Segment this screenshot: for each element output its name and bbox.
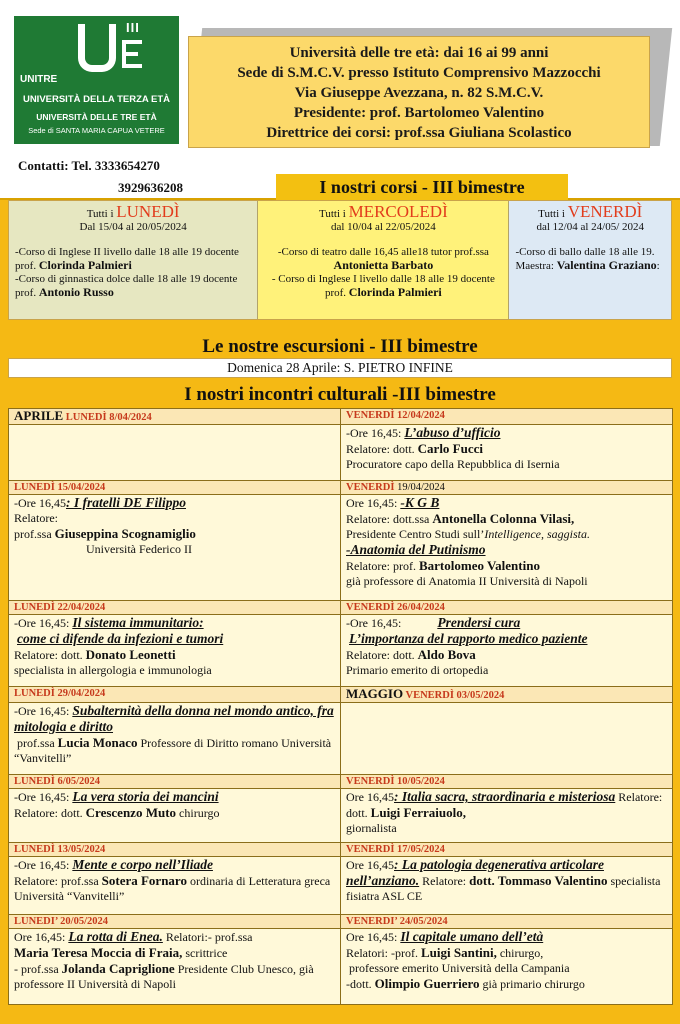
- event-speaker: Bartolomeo Valentino: [418, 558, 540, 573]
- event-speaker-role: Relatori:-: [162, 930, 215, 944]
- event-time: -Ore 16,45:: [14, 704, 73, 718]
- course-day: LUNEDÌ: [116, 202, 180, 221]
- event-date-head: [9, 843, 341, 857]
- course-item: - Corso di Inglese I livello dalle 18 alle 19 docente prof.: [271, 273, 495, 299]
- event-speaker: Sotera Fornaro: [101, 873, 187, 888]
- event-cell-empty: [9, 425, 341, 481]
- event-speaker-role: Relatore: dott.ssa: [346, 512, 433, 526]
- event-title: : I fratelli DE Filippo: [65, 495, 186, 510]
- event-speaker-desc: specialista in allergologia e immunologia: [14, 663, 212, 677]
- table-row: [9, 495, 673, 601]
- info-line3: Via Giuseppe Avezzana, n. 82 S.M.C.V.: [294, 85, 544, 101]
- event-title: : Italia sacra, straordinaria e misteriosa: [394, 789, 616, 804]
- event-speaker: Aldo Bova: [417, 647, 476, 662]
- event-title: -K G B: [400, 495, 440, 510]
- event-title: come ci difende da infezioni e tumori: [17, 631, 224, 646]
- event-date: VENERDI’ 24/05/2024: [346, 916, 448, 927]
- event-speaker-role: Relatore: dott.: [346, 648, 418, 662]
- event-speaker-desc: Presidente Centro Studi sull’: [346, 527, 485, 541]
- month-label: MAGGIO: [346, 686, 404, 701]
- event-speaker-desc: Intelligence, saggista.: [484, 527, 590, 541]
- course-prefix: Tutti i: [86, 208, 117, 220]
- event-date-head: [341, 775, 673, 789]
- event-speaker-desc: già professore di Anatomia II Università di Napoli: [346, 574, 588, 588]
- event-speaker-role: Relatore: dott.: [14, 648, 86, 662]
- event-title: Mente e corpo nell’Iliade: [72, 857, 213, 872]
- course-day: VENERDÌ: [567, 202, 643, 221]
- event-speaker: Crescenzo Muto: [85, 805, 177, 820]
- event-cell: [341, 929, 673, 1005]
- logo-line2: UNIVERSITÀ DELLE TRE ETÀ: [36, 112, 157, 122]
- course-text: [515, 246, 665, 273]
- table-row: [9, 775, 673, 789]
- event-date: LUNEDÌ 22/04/2024: [14, 602, 106, 613]
- course-col-friday: [509, 201, 671, 319]
- event-speaker-desc: Professore di Diritto romano Università “Vanvitelli”: [14, 736, 332, 765]
- event-speaker-desc: Università Federico II: [86, 542, 192, 556]
- event-speaker-desc: chirurgo: [176, 806, 220, 820]
- course-prefix: Tutti i: [538, 208, 568, 220]
- info-line2: Sede di S.M.C.V. presso Istituto Comprensivo Mazzocchi: [237, 65, 601, 81]
- event-cell: [9, 789, 341, 843]
- event-cell: [9, 703, 341, 775]
- event-date: VENERDÌ 26/04/2024: [346, 602, 445, 613]
- event-time: Ore 16,45:: [14, 930, 69, 944]
- event-cell: [9, 495, 341, 601]
- event-date: LUNEDÌ 6/05/2024: [14, 776, 101, 787]
- event-date-head: [9, 409, 341, 425]
- course-item: -Corso di teatro dalle 16,45 alle18 tutor prof.ssa: [277, 246, 489, 258]
- event-date: LUNEDÌ 8/04/2024: [63, 412, 152, 423]
- event-time: -Ore 16,45: [14, 496, 66, 510]
- event-date-head: [341, 601, 673, 615]
- event-speaker-desc: scrittrice: [182, 946, 228, 960]
- event-time: Ore 16,45:: [346, 496, 401, 510]
- course-text: [264, 246, 502, 300]
- event-cell: [9, 929, 341, 1005]
- event-cell-empty: [341, 703, 673, 775]
- event-time: -Ore 16,45:: [346, 426, 405, 440]
- event-title: -Anatomia del Putinismo: [346, 542, 486, 557]
- logo-line1: UNIVERSITÀ DELLA TERZA ETÀ: [22, 94, 171, 105]
- event-speaker-role: Relatore: prof.: [346, 559, 419, 573]
- event-speaker: Carlo Fucci: [417, 441, 483, 456]
- event-speaker: Luigi Santini,: [420, 945, 497, 960]
- event-date: LUNEDÌ 29/04/2024: [14, 688, 106, 699]
- event-date-head: [341, 915, 673, 929]
- event-title: L’abuso d’ufficio: [404, 425, 501, 440]
- event-speaker-role: Relatore: dott.: [346, 442, 418, 456]
- event-speaker: Luigi Ferraiuolo,: [370, 805, 467, 820]
- event-time: -Ore 16,45:: [346, 616, 402, 630]
- info-box: [188, 36, 650, 148]
- event-date: LUNEDI’ 20/05/2024: [14, 916, 109, 927]
- event-time: -Ore 16,45:: [14, 858, 73, 872]
- info-line5: Direttrice dei corsi: prof.ssa Giuliana Scolastico: [266, 125, 572, 141]
- event-title: La rotta di Enea.: [68, 929, 163, 944]
- event-speaker-desc: Presidente Club Unesco, già professore II Università di Napoli: [14, 962, 314, 991]
- event-date-head: [9, 687, 341, 703]
- event-date: VENERDÌ 10/05/2024: [346, 776, 445, 787]
- logo-name: UNITRE: [20, 74, 58, 85]
- event-date-head: [341, 687, 673, 703]
- event-date-head: [9, 915, 341, 929]
- event-date: VENERDÌ 03/05/2024: [403, 690, 505, 701]
- event-cell: [341, 789, 673, 843]
- table-row: [9, 703, 673, 775]
- course-teacher: Valentina Graziano: [556, 258, 657, 272]
- event-speaker-role: prof.ssa: [17, 736, 58, 750]
- event-time: -Ore 16,45:: [14, 790, 73, 804]
- event-speaker: Olimpio Guerriero: [374, 976, 480, 991]
- table-row: [9, 425, 673, 481]
- table-row: [9, 929, 673, 1005]
- event-title: L’importanza del rapporto medico paziente: [349, 631, 588, 646]
- event-time: Ore 16,45: [346, 858, 394, 872]
- table-row: [9, 409, 673, 425]
- event-time: Ore 16,45: [346, 790, 394, 804]
- event-speaker: Giuseppina Scognamiglio: [54, 526, 196, 541]
- table-row: [9, 789, 673, 843]
- courses-grid: [8, 200, 672, 320]
- logo-roman: III: [126, 20, 140, 35]
- event-date-head: [9, 601, 341, 615]
- event-speaker: Donato Leonetti: [85, 647, 176, 662]
- events-table: [8, 408, 673, 1005]
- event-speaker-desc: specialista fisiatra ASL CE: [346, 874, 661, 903]
- event-cell: [341, 857, 673, 915]
- info-line4: Presidente: prof. Bartolomeo Valentino: [293, 105, 545, 121]
- event-speaker-desc: Procuratore capo della Repubblica di Isernia: [346, 457, 560, 471]
- event-speaker: Maria Teresa Moccia di Fraia,: [14, 945, 183, 960]
- table-row: [9, 915, 673, 929]
- event-date: VENERDÌ 17/05/2024: [346, 844, 445, 855]
- event-speaker-desc: ordinaria di Letteratura greca Università “Vanvitelli”: [14, 874, 331, 903]
- logo-line3: Sede di SANTA MARIA CAPUA VETERE: [28, 126, 165, 135]
- event-date-head: [9, 775, 341, 789]
- event-title: Prendersi cura: [437, 615, 521, 630]
- event-time: -Ore 16,45:: [14, 616, 73, 630]
- month-label: APRILE: [14, 408, 64, 423]
- excursions-title: Le nostre escursioni - III bimestre: [202, 336, 478, 357]
- event-speaker: Jolanda Capriglione: [61, 961, 175, 976]
- event-date-head: [341, 409, 673, 425]
- info-line1: Università delle tre età: dai 16 ai 99 anni: [289, 45, 549, 61]
- course-teacher: Antonio Russo: [38, 285, 114, 299]
- event-speaker-role: Relatore:: [419, 874, 470, 888]
- table-row: [9, 601, 673, 615]
- contacts-label: Contatti: Tel. 3333654270: [18, 158, 160, 173]
- course-prefix: Tutti i: [319, 208, 349, 220]
- event-speaker-desc: chirurgo,: [496, 946, 544, 960]
- event-cell: [341, 425, 673, 481]
- course-item: :: [656, 260, 660, 272]
- course-item: -Corso di Inglese II livello dalle 18 alle 19 docente prof.: [15, 246, 239, 272]
- course-teacher: Antonietta Barbato: [333, 258, 434, 272]
- event-title: Subalternità della donna nel mondo antico, fra mitologia e diritto: [14, 703, 334, 734]
- event-speaker-desc: già primario chirurgo: [479, 977, 585, 991]
- event-title: La vera storia dei mancini: [72, 789, 219, 804]
- event-speaker-role: prof.ssa: [214, 930, 253, 944]
- event-time: Ore 16,45:: [346, 930, 401, 944]
- event-cell: [9, 857, 341, 915]
- event-date: 19/04/2024: [394, 482, 445, 493]
- event-date: VENERDÌ 12/04/2024: [346, 410, 445, 421]
- table-row: [9, 615, 673, 687]
- event-date: LUNEDÌ 13/05/2024: [14, 844, 106, 855]
- event-speaker-role: Relatore:: [14, 511, 58, 525]
- table-row: [9, 687, 673, 703]
- event-speaker-role: Relatori: -prof.: [346, 946, 421, 960]
- event-date-head: [341, 481, 673, 495]
- course-dates: Dal 15/04 al 20/05/2024: [79, 221, 187, 233]
- event-speaker: Lucia Monaco: [57, 735, 138, 750]
- cultural-title: I nostri incontri culturali -III bimestre: [184, 384, 496, 405]
- table-row: [9, 843, 673, 857]
- course-item: -Corso di ballo dalle 18 alle 19. Maestra:: [515, 246, 655, 272]
- event-speaker: dott. Tommaso Valentino: [469, 873, 608, 888]
- event-speaker-desc: professore emerito Università della Campania: [349, 961, 570, 975]
- event-speaker-role: Relatore: dott.: [14, 806, 86, 820]
- course-dates: dal 12/04 al 24/05/ 2024: [536, 221, 645, 233]
- unitre-logo: [14, 16, 179, 144]
- course-day-head: [15, 202, 251, 221]
- course-teacher: Clorinda Palmieri: [348, 285, 442, 299]
- table-row: [9, 481, 673, 495]
- event-speaker-desc: giornalista: [346, 821, 397, 835]
- event-speaker: Antonella Colonna Vilasi,: [432, 511, 575, 526]
- event-date-head: [341, 843, 673, 857]
- event-cell: [341, 495, 673, 601]
- course-item: -Corso di ginnastica dolce dalle 18 alle 19 docente prof.: [15, 273, 238, 299]
- course-day-head: [515, 202, 665, 221]
- event-title: Il sistema immunitario:: [72, 615, 204, 630]
- event-speaker-role: prof.ssa: [14, 527, 55, 541]
- event-cell: [9, 615, 341, 687]
- event-date: VENERDÌ: [346, 482, 395, 493]
- event-speaker-role: - prof.ssa: [14, 962, 62, 976]
- event-speaker-role: Relatore: dott.: [346, 790, 663, 820]
- event-date-head: [9, 481, 341, 495]
- logo-u-mark: [78, 24, 116, 72]
- event-speaker-desc: Primario emerito di ortopedia: [346, 663, 489, 677]
- course-col-monday: [9, 201, 258, 319]
- course-teacher: Clorinda Palmieri: [38, 258, 132, 272]
- contacts-phone2: 3929636208: [118, 180, 183, 195]
- event-title: : La patologia degenerativa articolare nell’anziano.: [346, 857, 604, 888]
- course-day: MERCOLEDÌ: [348, 202, 448, 221]
- course-col-wednesday: [258, 201, 509, 319]
- event-cell: [341, 615, 673, 687]
- course-text: [15, 246, 251, 300]
- event-speaker-role: -dott.: [346, 977, 375, 991]
- event-speaker-role: Relatore: prof.ssa: [14, 874, 102, 888]
- table-row: [9, 857, 673, 915]
- course-dates: dal 10/04 al 22/05/2024: [330, 221, 436, 233]
- courses-title: I nostri corsi - III bimestre: [276, 174, 568, 200]
- excursion-line: Domenica 28 Aprile: S. PIETRO INFINE: [8, 358, 672, 378]
- logo-e-mark: [122, 40, 142, 68]
- course-day-head: [264, 202, 502, 221]
- event-title: Il capitale umano dell’età: [400, 929, 544, 944]
- event-date: LUNEDÌ 15/04/2024: [14, 482, 106, 493]
